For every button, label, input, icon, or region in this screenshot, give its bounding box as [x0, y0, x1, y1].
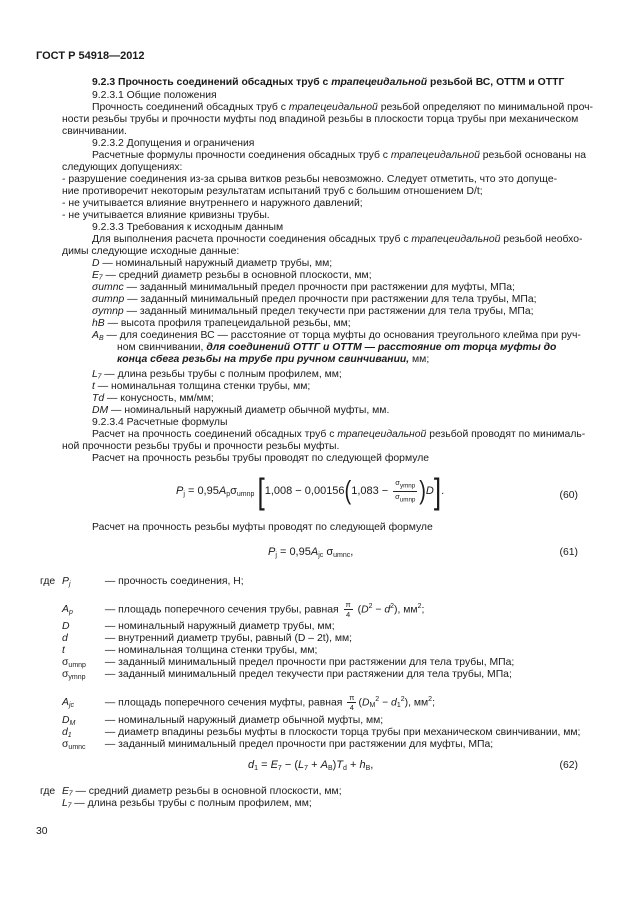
definition-item: AB — для соединения ВС — расстояние от торца муфты до основания треугольного клейма при руч- [92, 330, 581, 342]
where-item: σumnp — заданный минимальный предел прочности при растяжении для тела трубы, МПа; [62, 657, 515, 669]
definition-item: E₇ — средний диаметр резьбы в основной плоскости, мм; [92, 270, 372, 281]
equation-60: Pj = 0,95Apσumnp [1,008 − 0,00156(1,083 − $\frac{\sigma_{ymnp}}{\sigma_{umnp}}$ )D]. [176, 470, 445, 512]
paragraph-line: следующих допущениях: [62, 162, 183, 173]
definition-item: Td — конусность, мм/мм; [92, 393, 214, 404]
where-item: Ap — площадь поперечного сечения трубы, равная $\frac{\pi}{4}$ $(D^2 - d^2)$, $мм^2$; [62, 600, 425, 619]
definition-continuation: конца сбега резьбы на трубе при ручном свинчивании, мм; [117, 354, 430, 365]
where-item: Pj — прочность соединения, Н; [62, 576, 244, 588]
where-item: DM — номинальный наружный диаметр обычной муфты, мм; [62, 715, 384, 727]
paragraph-line: Прочность соединений обсадных труб с трапецеидальной резьбой определяют по минимальной проч- [92, 102, 593, 113]
subsection-requirements-title: 9.2.3.3 Требования к исходным данным [92, 222, 284, 233]
list-item: - разрушение соединения из-за срыва витков резьбы невозможно. Следует отметить, что это допуще- [62, 174, 558, 185]
page-number: 30 [36, 826, 48, 837]
paragraph-line: ной прочности резьбы трубы и прочности резьбы муфты. [62, 441, 340, 452]
definition-item: L₇ — длина резьбы трубы с полным профилем, мм; [92, 369, 342, 380]
list-item: - не учитывается влияние внутреннего и наружного давлений; [62, 198, 363, 209]
subsection-assumptions-title: 9.2.3.2 Допущения и ограничения [92, 138, 255, 149]
where-item: d — внутренний диаметр трубы, равный (D – 2t), мм; [62, 633, 353, 644]
definition-item: σymnp — заданный минимальный предел текучести при растяжении для тела трубы, МПа; [92, 306, 534, 317]
definition-item: σumnp — заданный минимальный предел прочности при растяжении для тела трубы, МПа; [92, 294, 537, 305]
where-label: где [40, 576, 56, 587]
equation-number: (60) [559, 490, 578, 501]
where-item: σymnp — заданный минимальный предел текучести при растяжении для тела трубы, МПа; [62, 669, 512, 681]
where-item: L₇ — длина резьбы трубы с полным профилем, мм; [62, 798, 312, 809]
page-header: ГОСТ Р 54918—2012 [36, 50, 145, 62]
definition-item: t — номинальная толщина стенки трубы, мм; [92, 381, 311, 392]
definition-item: hB — высота профиля трапецеидальной резьбы, мм; [92, 318, 351, 329]
paragraph-line: димы следующие исходные данные: [62, 246, 240, 257]
subsection-formulas-title: 9.2.3.4 Расчетные формулы [92, 417, 228, 428]
paragraph-line: ности резьбы трубы и прочности муфты под впадиной резьбы в плоскости торца трубы при механическом [62, 114, 579, 125]
subsection-general-title: 9.2.3.1 Общие положения [92, 90, 217, 101]
paragraph-line: Для выполнения расчета прочности соединения обсадных труб с трапецеидальной резьбой необхо- [92, 234, 583, 245]
definition-continuation: ном свинчивании, для соединений ОТТГ и ОТТМ — расстояние от торца муфты до [117, 342, 557, 353]
list-item: ние противоречит некоторым результатам испытаний труб с большим отношением D/t; [62, 186, 483, 197]
equation-62: d1 = E7 − (L7 + AB)Td + hB, [248, 759, 374, 772]
paragraph-line: свинчивании. [62, 126, 127, 137]
paragraph-line: Расчет на прочность соединений обсадных труб с трапецеидальной резьбой проводят по минималь- [92, 429, 586, 440]
equation-number: (61) [559, 547, 578, 558]
paragraph-line: Расчет на прочность резьбы трубы проводят по следующей формуле [92, 453, 430, 464]
where-item: d1 — диаметр впадины резьбы муфты в плоскости торца трубы при механическом свинчивании, мм; [62, 727, 581, 739]
where-item: σumnc — заданный минимальный предел прочности при растяжении для муфты, МПа; [62, 739, 494, 751]
equation-61: Pj = 0,95Ajc σumnc, [268, 546, 354, 559]
where-item: E₇ — средний диаметр резьбы в основной плоскости, мм; [62, 786, 342, 797]
definition-item: DM — номинальный наружный диаметр обычной муфты, мм. [92, 405, 390, 416]
paragraph-line: Расчет на прочность резьбы муфты проводят по следующей формуле [92, 522, 433, 533]
paragraph-line: Расчетные формулы прочности соединения обсадных труб с трапецеидальной резьбой основаны на [92, 150, 586, 161]
where-item: Ajc — площадь поперечного сечения муфты, равная $\frac{\pi}{4}$ $(DM^2 - d1^2)$, $мм^2$; [62, 693, 435, 712]
definition-item: σumnc — заданный минимальный предел прочности при растяжении для муфты, МПа; [92, 282, 515, 293]
section-heading: 9.2.3 Прочность соединений обсадных труб с трапецеидальной резьбой ВС, ОТТМ и ОТТГ [92, 77, 565, 88]
where-item: t — номинальная толщина стенки трубы, мм; [62, 645, 318, 656]
definition-item: D — номинальный наружный диаметр трубы, мм; [92, 258, 333, 269]
equation-number: (62) [559, 760, 578, 771]
list-item: - не учитывается влияние кривизны трубы. [62, 210, 270, 221]
where-label: где [40, 786, 56, 797]
where-item: D — номинальный наружный диаметр трубы, мм; [62, 621, 335, 632]
